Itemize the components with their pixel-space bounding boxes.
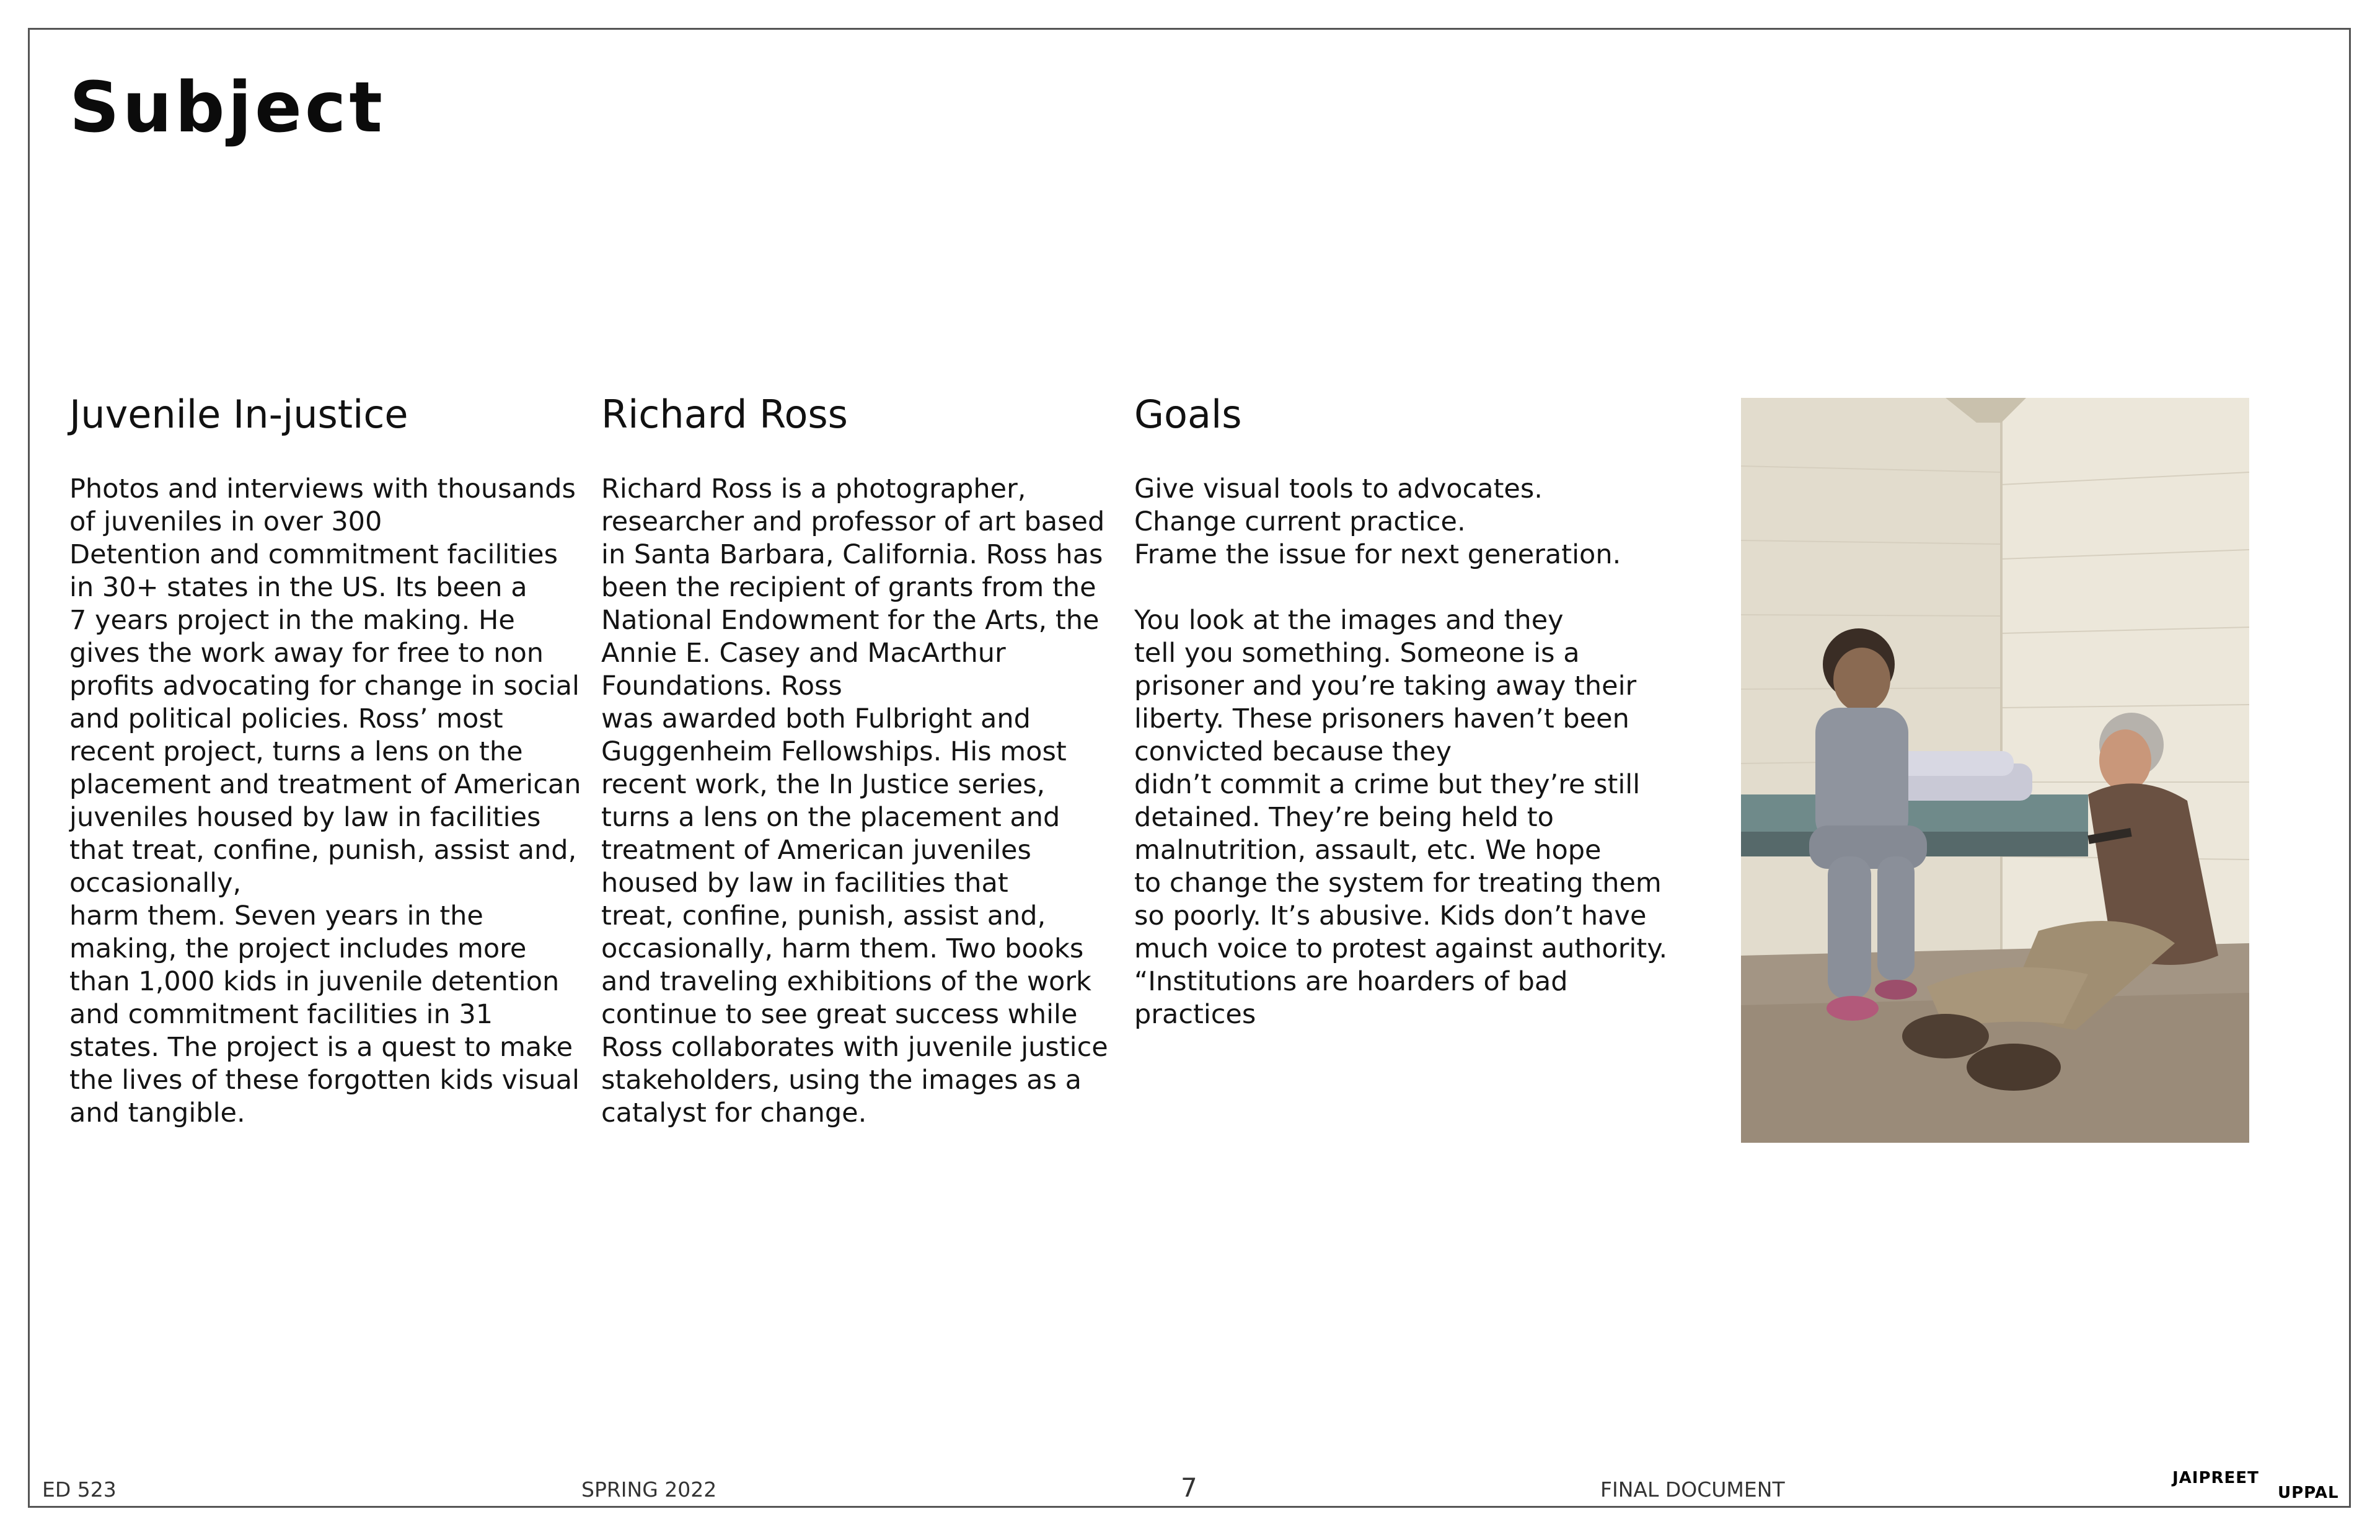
page-title: Subject (69, 68, 386, 148)
column-body: Photos and interviews with thousands of juveniles in over 300 Detention and commitment facilities in 30+ states in the US. Its been a 7 years project in the making. He gives the work away for free to non profits advocating for change in social and political policies. Ross’ most recent project, turns a lens on the placement and treatment of American juveniles housed by law in facilities that treat, confine, punish, assist and, occasionally, harm them. Seven years in the making, the project includes more than 1,000 kids in juvenile detention and commitment facilities in 31 states. The project is a quest to make the lives of these forgotten kids visual and tangible. (69, 473, 581, 1129)
brand-last-name: UPPAL (2278, 1484, 2339, 1502)
brand-logo (2172, 1469, 2340, 1500)
column-heading: Goals (1134, 392, 1242, 437)
column-body: Give visual tools to advocates. Change current practice. Frame the issue for next generation. You look at the images and they tell you something. Someone is a prisoner and you’re taking away their liberty. These prisoners haven’t been convicted because they didn’t commit a crime but they’re still detained. They’re being held to malnutrition, assault, etc. We hope to change the system for treating them so poorly. It’s abusive. Kids don’t have much voice to protest against authority. “Institutions are hoarders of bad practices (1134, 473, 1668, 1031)
column-juvenile-injustice (69, 394, 590, 1130)
footer-document: FINAL DOCUMENT (1600, 1477, 1785, 1502)
column-richard-ross (601, 394, 1122, 1130)
column-heading: Juvenile In-justice (69, 392, 408, 437)
footer-course: ED 523 (42, 1477, 117, 1502)
photo-illustration (1741, 398, 2249, 1143)
footer-term: SPRING 2022 (581, 1477, 717, 1502)
brand-first-name: JAIPREET (2172, 1469, 2259, 1487)
subject-photo (1741, 398, 2249, 1143)
column-heading: Richard Ross (601, 392, 848, 437)
column-body: Richard Ross is a photographer, researcher and professor of art based in Santa Barbara, California. Ross has been the recipient of grants from the National Endowment for the Arts, the Annie E. Casey and MacArthur Foundations. Ross was awarded both Fulbright and Guggenheim Fellowships. His most recent work, the In Justice series, turns a lens on the placement and treatment of American juveniles housed by law in facilities that treat, confine, punish, assist and, occasionally, harm them. Two books and traveling exhibitions of the work continue to see great success while Ross collaborates with juvenile justice stakeholders, using the images as a catalyst for change. (601, 473, 1108, 1129)
page-number: 7 (1181, 1472, 1197, 1503)
column-goals (1134, 394, 1673, 1031)
